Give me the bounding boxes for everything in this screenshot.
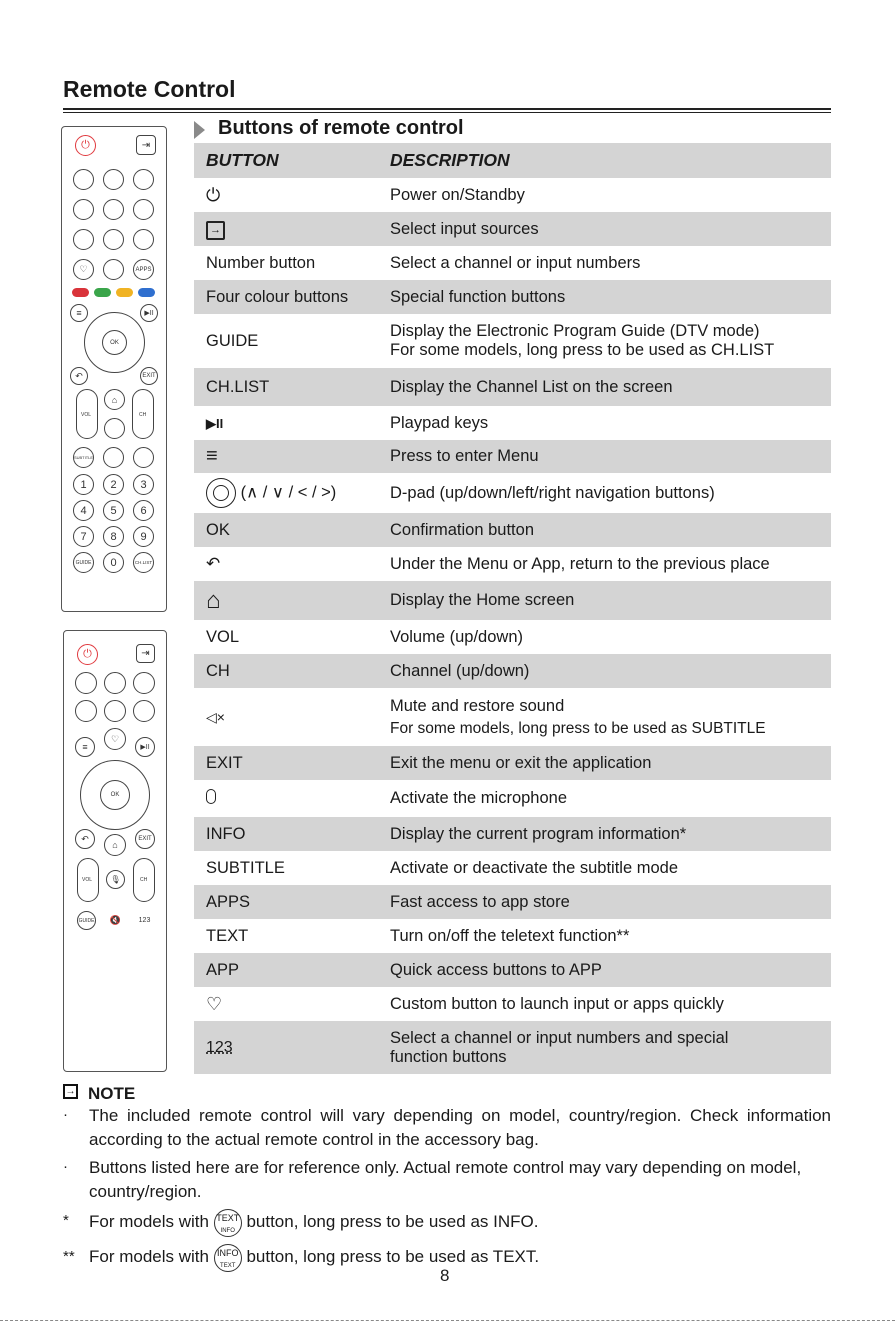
table-row [194, 953, 831, 987]
button-cell: CH [194, 654, 378, 688]
button-cell: SUBTITLE [206, 858, 285, 877]
table-row [194, 581, 831, 620]
ch-label: CH [140, 877, 148, 883]
remote-button [133, 199, 154, 220]
title-rule [63, 108, 831, 110]
desc-line: function buttons [390, 1047, 507, 1066]
remote-button [103, 447, 124, 468]
input-source-icon: → [206, 221, 225, 240]
button-cell: Number button [206, 253, 316, 272]
number-button: 9 [133, 526, 154, 547]
table-row [194, 885, 831, 919]
desc-cell: Volume (up/down) [390, 627, 523, 646]
exit-button: EXIT [135, 829, 155, 849]
guide-button: GUIDE [77, 911, 96, 930]
table-row [194, 654, 831, 688]
remote-button [104, 418, 125, 439]
button-cell [194, 987, 378, 1021]
desc-cell: D-pad (up/down/left/right navigation buttons) [390, 483, 715, 502]
table-row [194, 746, 831, 780]
ok-button: OK [100, 780, 130, 810]
yellow-button [116, 288, 133, 297]
menu-button: ≡ [75, 737, 95, 757]
vol-label: VOL [82, 877, 93, 883]
title-rule-thin [63, 112, 831, 113]
desc-cell: Display the Channel List on the screen [378, 368, 831, 406]
button-cell: OK [194, 513, 378, 547]
table-row [194, 406, 831, 440]
vol-label: VOL [81, 412, 92, 418]
icon-bottom-label: INFO [220, 1227, 235, 1234]
custom-heart-button: ♡ [73, 259, 94, 280]
desc-cell [378, 314, 831, 368]
note-bullet: · [63, 1106, 68, 1123]
desc-cell: Select a channel or input numbers [390, 253, 641, 272]
icon-top-label: INFO [216, 1247, 239, 1258]
desc-cell: Activate the microphone [390, 789, 568, 807]
note-item [89, 1242, 831, 1272]
desc-cell [378, 688, 831, 746]
table-row [194, 851, 831, 885]
number-button: 7 [73, 526, 94, 547]
note-icon: → [63, 1084, 78, 1099]
remote-button [133, 229, 154, 250]
power-icon: ⏻ [206, 184, 221, 205]
menu-icon: ≡ [206, 445, 218, 467]
desc-line: Display the Electronic Program Guide (DTV mode) [390, 322, 760, 340]
blue-button [138, 288, 155, 297]
table-header-row [194, 143, 831, 178]
table-row [194, 212, 831, 246]
remote-button [103, 169, 124, 190]
table-row [194, 368, 831, 406]
chlist-button: CH.LIST [133, 552, 154, 573]
desc-cell: Power on/Standby [390, 185, 525, 204]
input-button: ⇥ [136, 135, 156, 155]
custom-heart-button: ♡ [104, 728, 126, 750]
note-bullet: · [63, 1158, 68, 1175]
back-button: ↶ [75, 829, 95, 849]
dpad-icon [206, 478, 236, 508]
menu-button: ≡ [70, 304, 88, 322]
remote-button [103, 229, 124, 250]
remote-button [133, 700, 155, 722]
number-button: 2 [103, 474, 124, 495]
123-button: 123 [135, 911, 154, 930]
button-cell [194, 688, 378, 746]
note-bullet: ** [63, 1248, 75, 1265]
button-cell [194, 406, 378, 440]
play-pause-icon: ▶II [206, 415, 224, 431]
note-title: NOTE [88, 1084, 136, 1103]
remote-button [104, 672, 126, 694]
button-cell [194, 440, 378, 473]
table-row [194, 440, 831, 473]
desc-cell: Press to enter Menu [378, 440, 831, 473]
desc-line: Mute and restore sound [390, 696, 565, 715]
desc-line: For some models, long press to be used as SUBTITLE [390, 719, 766, 737]
button-cell [194, 178, 378, 212]
note-text-pre: For models with [89, 1247, 209, 1266]
home-icon: ⌂ [206, 586, 221, 614]
desc-line: Select a channel or input numbers and special [390, 1028, 729, 1047]
button-cell: TEXT [206, 926, 249, 945]
table-row [194, 246, 831, 280]
table-row [194, 1021, 831, 1074]
number-button: 3 [133, 474, 154, 495]
power-button: ⏻ [77, 644, 98, 665]
desc-cell: Channel (up/down) [378, 654, 831, 688]
desc-cell: Quick access buttons to APP [378, 953, 831, 987]
green-button [94, 288, 111, 297]
desc-cell: Display the Home screen [378, 581, 831, 620]
button-cell [194, 780, 378, 817]
desc-cell: Playpad keys [390, 413, 489, 432]
desc-cell [378, 1021, 831, 1074]
page-number: 8 [440, 1266, 450, 1285]
desc-cell: Display the current program information* [378, 817, 831, 851]
desc-cell: Under the Menu or App, return to the previous place [390, 554, 770, 573]
number-button: 0 [103, 552, 124, 573]
bottom-rule [0, 1320, 895, 1322]
note-text-pre: For models with [89, 1212, 209, 1231]
button-cell [194, 473, 378, 513]
mute-button: 🔇 [106, 911, 125, 930]
remote-button [75, 672, 97, 694]
number-button: 5 [103, 500, 124, 521]
button-cell: INFO [194, 817, 378, 851]
123-icon: 123 [206, 1039, 233, 1056]
note-item [89, 1207, 831, 1237]
table-row [194, 688, 831, 746]
desc-cell: Activate or deactivate the subtitle mode [390, 858, 678, 877]
microphone-icon [206, 789, 216, 804]
table-row [194, 919, 831, 953]
home-button: ⌂ [104, 834, 126, 856]
note-item: Buttons listed here are for reference only. Actual remote control may vary depending on model, country/region. [89, 1158, 802, 1201]
button-cell: VOL [206, 627, 240, 646]
remote-button [133, 447, 154, 468]
number-button: 1 [73, 474, 94, 495]
info-text-icon [214, 1244, 242, 1272]
note-text-post: button, long press to be used as TEXT. [246, 1247, 540, 1266]
back-icon: ↶ [206, 554, 221, 573]
buttons-table [194, 143, 831, 1074]
table-row [194, 780, 831, 817]
icon-top-label: TEXT [216, 1212, 240, 1223]
note-bullet: * [63, 1212, 69, 1229]
desc-cell: Special function buttons [378, 280, 831, 314]
remote-button [73, 229, 94, 250]
desc-cell: Custom button to launch input or apps quickly [390, 994, 724, 1013]
number-button: 8 [103, 526, 124, 547]
table-row [194, 178, 831, 212]
table-row [194, 987, 831, 1021]
header-description: DESCRIPTION [378, 143, 831, 178]
remote-button [104, 700, 126, 722]
remote-button [133, 672, 155, 694]
desc-cell: Fast access to app store [378, 885, 831, 919]
table-row [194, 314, 831, 368]
ch-label: CH [139, 412, 147, 418]
remote-illustration-2 [63, 630, 167, 1072]
button-cell: GUIDE [206, 331, 259, 350]
desc-cell: Turn on/off the teletext function** [390, 926, 630, 945]
button-cell: APP [194, 953, 378, 987]
subtitle-button: SUBTITLE [73, 447, 94, 468]
button-cell: CH.LIST [194, 368, 378, 406]
button-cell [194, 547, 378, 581]
guide-button: GUIDE [73, 552, 94, 573]
table-row [194, 513, 831, 547]
table-row [194, 473, 831, 513]
microphone-button: 🎙 [106, 870, 125, 889]
back-button: ↶ [70, 367, 88, 385]
header-button: BUTTON [194, 143, 378, 178]
section-arrow-icon [194, 121, 205, 139]
red-button [72, 288, 89, 297]
input-button: ⇥ [136, 644, 155, 663]
remote-button [103, 199, 124, 220]
desc-cell: Confirmation button [378, 513, 831, 547]
table-row [194, 620, 831, 654]
note-text-post: button, long press to be used as INFO. [246, 1212, 539, 1231]
button-cell [194, 212, 378, 246]
number-button: 4 [73, 500, 94, 521]
dpad-label: (∧ / ∨ / < / >) [240, 483, 337, 502]
exit-button: EXIT [140, 367, 158, 385]
button-cell [194, 1021, 378, 1074]
play-pause-button: ▶II [135, 737, 155, 757]
table-row [194, 280, 831, 314]
text-info-icon [214, 1209, 242, 1237]
remote-button [73, 169, 94, 190]
desc-cell: Select input sources [378, 212, 831, 246]
section-title: Buttons of remote control [218, 117, 464, 139]
button-cell: EXIT [194, 746, 378, 780]
home-button: ⌂ [104, 389, 125, 410]
ok-button: OK [102, 330, 127, 355]
number-button: 6 [133, 500, 154, 521]
mute-icon: ◁× [206, 708, 225, 725]
desc-line: For some models, long press to be used as CH.LIST [390, 341, 775, 359]
custom-heart-icon: ♡ [206, 993, 223, 1014]
icon-bottom-label: TEXT [220, 1262, 236, 1269]
desc-cell: Exit the menu or exit the application [378, 746, 831, 780]
remote-button [133, 169, 154, 190]
remote-button [103, 259, 124, 280]
power-button: ⏻ [75, 135, 96, 156]
apps-button: APPS [133, 259, 154, 280]
button-cell: APPS [194, 885, 378, 919]
remote-illustration-1 [61, 126, 167, 612]
button-cell: Four colour buttons [194, 280, 378, 314]
remote-button [75, 700, 97, 722]
button-cell [194, 581, 378, 620]
remote-button [73, 199, 94, 220]
page-title: Remote Control [63, 76, 236, 102]
table-row [194, 817, 831, 851]
note-item: The included remote control will vary depending on model, country/region. Check information according to the actual remote control in the accessory bag. [89, 1106, 831, 1149]
table-row [194, 547, 831, 581]
play-pause-button: ▶II [140, 304, 158, 322]
